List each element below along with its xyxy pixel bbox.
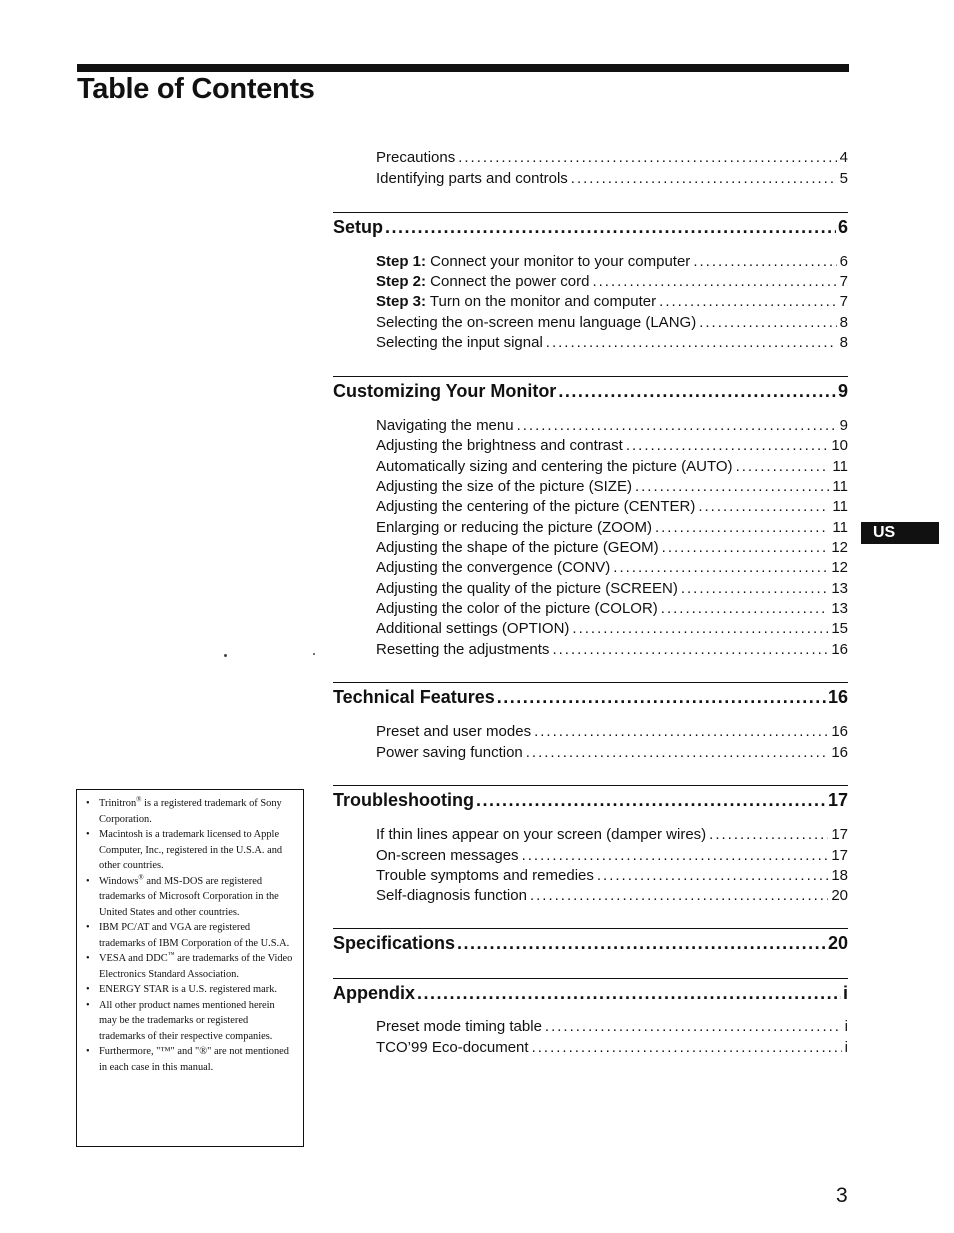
toc-entry-text: On-screen messages — [376, 847, 519, 864]
toc-entry — [376, 538, 848, 558]
dot-leader — [552, 640, 828, 660]
dot-leader — [522, 846, 829, 866]
dot-leader — [613, 558, 828, 578]
dot-leader — [517, 416, 837, 436]
toc-entry-page: 17 — [831, 826, 848, 843]
toc-entry-text: Trouble symptoms and remedies — [376, 867, 594, 884]
dot-leader — [736, 457, 830, 477]
step-label: Step 1: — [376, 253, 427, 270]
toc-entry-page: 6 — [839, 253, 848, 270]
toc-entry-text: Adjusting the color of the picture (COLOR) — [376, 600, 658, 617]
toc-entry-text: Selecting the on-screen menu language (LANG) — [376, 314, 697, 331]
toc-entry-text: Turn on the monitor and computer — [426, 293, 657, 310]
step-label: Step 3: — [376, 293, 427, 310]
toc-entry-text: Precautions — [376, 149, 456, 166]
toc-entry-label — [376, 169, 568, 189]
toc-entry-page: 7 — [839, 293, 848, 310]
section-title: Troubleshooting — [333, 790, 474, 810]
toc-entry-label — [376, 599, 658, 619]
toc-entry-page: 11 — [832, 519, 848, 536]
section-heading — [333, 212, 848, 237]
toc-entry — [376, 313, 848, 333]
toc-entry — [376, 825, 848, 845]
dot-leader — [635, 477, 829, 497]
toc-entry-text: Self-diagnosis function — [376, 887, 527, 904]
toc-entry-page: 16 — [831, 744, 848, 761]
trademark-list — [84, 796, 295, 1075]
section-heading-row — [333, 215, 848, 239]
toc-entry-page: 12 — [831, 539, 848, 556]
toc-entry — [376, 722, 848, 742]
page-number: 3 — [836, 1184, 848, 1207]
section-heading — [333, 928, 848, 953]
trademark-notice-box — [76, 789, 304, 1147]
toc-entry-page: 11 — [832, 498, 848, 515]
trademark-item — [84, 982, 295, 998]
trademark-text-cont: are trademarks of the Video Electronics Standard Association. — [99, 953, 293, 980]
dot-leader — [526, 743, 829, 763]
toc-entry-page: 4 — [839, 149, 848, 166]
toc-entry-text: Adjusting the quality of the picture (SCREEN) — [376, 580, 678, 597]
print-speck — [313, 653, 315, 655]
toc-entry — [376, 169, 848, 189]
toc-entry-label — [376, 866, 594, 886]
section-page: 17 — [827, 790, 848, 810]
trademark-text: ENERGY STAR is a U.S. registered mark. — [99, 984, 277, 995]
dot-leader — [497, 685, 826, 709]
toc-entry-text: Selecting the input signal — [376, 334, 543, 351]
toc-entry-page: 8 — [839, 314, 848, 331]
dot-leader — [659, 292, 837, 312]
dot-leader — [698, 497, 829, 517]
toc-entry-page: 9 — [839, 417, 848, 434]
toc-entry — [376, 1038, 848, 1058]
toc-entry — [376, 333, 848, 353]
toc-entry-page: 13 — [831, 580, 848, 597]
toc-entry — [376, 886, 848, 906]
toc-entry — [376, 619, 848, 639]
toc-entry-page: 16 — [831, 723, 848, 740]
dot-leader — [626, 436, 828, 456]
dot-leader — [530, 886, 828, 906]
trademark-text: VESA and DDC — [99, 953, 168, 964]
toc-entry-text: Automatically sizing and centering the picture (AUTO) — [376, 458, 733, 475]
toc-entry-page: 12 — [831, 559, 848, 576]
trademark-text: IBM PC/AT and VGA are registered trademarks of IBM Corporation of the U.S.A. — [99, 922, 290, 949]
toc-entry — [376, 497, 848, 517]
section-heading-row — [333, 931, 848, 955]
section-heading-row — [333, 788, 848, 812]
toc-entry-label — [376, 743, 523, 763]
section-heading — [333, 785, 848, 810]
toc-entry-label — [376, 416, 514, 436]
dot-leader — [693, 252, 836, 272]
toc-entry — [376, 292, 848, 312]
trademark-text-cont: is a registered trademark of Sony Corporation. — [99, 798, 282, 825]
page-title: Table of Contents — [77, 73, 315, 105]
toc-entry-label — [376, 148, 455, 168]
toc-entry-text: Adjusting the centering of the picture (CENTER) — [376, 498, 696, 515]
toc-entry-label — [376, 722, 531, 742]
toc-entry-label — [376, 292, 656, 312]
step-label: Step 2: — [376, 273, 427, 290]
dot-leader — [699, 313, 836, 333]
toc-entry-text: Adjusting the brightness and contrast — [376, 437, 623, 454]
section-page: 9 — [837, 381, 848, 401]
dot-leader — [546, 333, 837, 353]
toc-entry-page: 5 — [839, 170, 848, 187]
toc-entry-text: TCO’99 Eco-document — [376, 1039, 529, 1056]
dot-leader — [662, 538, 829, 558]
dot-leader — [545, 1017, 842, 1037]
section-title: Specifications — [333, 933, 456, 953]
trademark-text: All other product names mentioned herein may be the trademarks or registered trademarks of their respective companies. — [99, 999, 275, 1042]
toc-entry-page: 11 — [832, 458, 848, 475]
toc-entry-text: Connect your monitor to your computer — [426, 253, 691, 270]
toc-entry — [376, 846, 848, 866]
toc-entry-label — [376, 538, 659, 558]
toc-entry-label — [376, 640, 549, 660]
dot-leader — [534, 722, 828, 742]
toc-entry-text: Adjusting the shape of the picture (GEOM) — [376, 539, 659, 556]
language-tab: US — [861, 522, 939, 544]
toc-entry-label — [376, 436, 623, 456]
trademark-item — [84, 827, 295, 874]
trademark-item — [84, 874, 295, 921]
section-heading-row — [333, 685, 848, 709]
dot-leader — [592, 272, 836, 292]
toc-entry — [376, 558, 848, 578]
section-title: Technical Features — [333, 687, 495, 707]
toc-entry-label — [376, 558, 610, 578]
trademark-text: Windows — [99, 875, 139, 887]
toc-entry-label — [376, 497, 695, 517]
toc-entry-page: 8 — [839, 334, 848, 351]
trademark-text: Macintosh is a trademark licensed to Apple Computer, Inc., registered in the U.S.A. and other countries. — [99, 829, 283, 871]
toc-entry-label — [376, 1017, 542, 1037]
toc-entry-page: 15 — [831, 620, 848, 637]
toc-entry-label — [376, 272, 589, 292]
trademark-symbol: ™ — [167, 950, 175, 959]
toc-entry-text: Adjusting the convergence (CONV) — [376, 559, 611, 576]
section-heading — [333, 978, 848, 1003]
section-heading-row — [333, 981, 848, 1005]
toc-entry — [376, 743, 848, 763]
dot-leader — [571, 169, 837, 189]
toc-entry-text: Additional settings (OPTION) — [376, 620, 570, 637]
trademark-symbol: ® — [138, 873, 144, 882]
toc-entry-page: 10 — [831, 437, 848, 454]
toc-entry-label — [376, 846, 519, 866]
trademark-symbol: ® — [136, 795, 142, 804]
toc-entry-page: 20 — [831, 887, 848, 904]
trademark-item — [84, 796, 295, 827]
toc-entry — [376, 518, 848, 538]
toc-entry-page: 16 — [831, 641, 848, 658]
trademark-item — [84, 951, 295, 982]
section-title: Appendix — [333, 983, 416, 1003]
toc-entry — [376, 640, 848, 660]
dot-leader — [385, 215, 836, 239]
toc-entry-text: Enlarging or reducing the picture (ZOOM) — [376, 519, 652, 536]
trademark-text: Furthermore, "™" and "®" are not mentioned in each case in this manual. — [99, 1046, 289, 1073]
toc-entry — [376, 457, 848, 477]
section-page: 20 — [827, 933, 848, 953]
toc-entry-label — [376, 825, 706, 845]
dot-leader — [681, 579, 829, 599]
toc-entry — [376, 866, 848, 886]
toc-entry-page: 17 — [831, 847, 848, 864]
trademark-item — [84, 998, 295, 1045]
toc-entry-label — [376, 252, 690, 272]
section-page: 6 — [837, 217, 848, 237]
dot-leader — [661, 599, 829, 619]
toc-entry — [376, 436, 848, 456]
toc-entry — [376, 599, 848, 619]
section-heading — [333, 376, 848, 401]
section-heading — [333, 682, 848, 707]
toc-entry-page: 7 — [839, 273, 848, 290]
dot-leader — [458, 148, 836, 168]
dot-leader — [572, 619, 828, 639]
toc-entry-page: i — [844, 1039, 848, 1056]
toc-entry — [376, 477, 848, 497]
toc-entry-text: Resetting the adjustments — [376, 641, 550, 658]
section-page: i — [842, 983, 848, 1003]
toc-entry — [376, 1017, 848, 1037]
trademark-item — [84, 920, 295, 951]
toc-entry-label — [376, 886, 527, 906]
dot-leader — [476, 788, 826, 812]
toc-entry-text: Power saving function — [376, 744, 523, 761]
toc-entry-label — [376, 457, 733, 477]
dot-leader — [457, 931, 826, 955]
section-title: Setup — [333, 217, 384, 237]
toc-entry-text: Connect the power cord — [426, 273, 590, 290]
toc-entry-label — [376, 619, 569, 639]
toc-entry-text: Identifying parts and controls — [376, 170, 568, 187]
trademark-item — [84, 1044, 295, 1075]
dot-leader — [417, 981, 841, 1005]
toc-entry-text: Preset mode timing table — [376, 1018, 542, 1035]
toc-entry-label — [376, 313, 696, 333]
toc-entry-page: i — [844, 1018, 848, 1035]
toc-entry-label — [376, 579, 678, 599]
toc-entry-page: 11 — [832, 478, 848, 495]
toc-entry — [376, 272, 848, 292]
toc-entry-page: 13 — [831, 600, 848, 617]
trademark-text: Trinitron — [99, 798, 137, 809]
section-title: Customizing Your Monitor — [333, 381, 557, 401]
toc-entry-text: Preset and user modes — [376, 723, 532, 740]
trademark-text-cont: and MS-DOS are registered trademarks of Microsoft Corporation in the United States and other countries. — [99, 875, 279, 918]
toc-entry — [376, 416, 848, 436]
print-speck — [224, 654, 227, 657]
toc-entry-text: If thin lines appear on your screen (damper wires) — [376, 826, 707, 843]
dot-leader — [655, 518, 829, 538]
toc-entry — [376, 579, 848, 599]
dot-leader — [597, 866, 828, 886]
toc-entry-text: Adjusting the size of the picture (SIZE) — [376, 478, 632, 495]
toc-entry-page: 18 — [831, 867, 848, 884]
toc-entry — [376, 252, 848, 272]
dot-leader — [558, 379, 836, 403]
dot-leader — [532, 1038, 842, 1058]
section-heading-row — [333, 379, 848, 403]
toc-entry-label — [376, 477, 632, 497]
section-page: 16 — [827, 687, 848, 707]
toc-entry-label — [376, 333, 543, 353]
toc-entry — [376, 148, 848, 168]
dot-leader — [709, 825, 828, 845]
toc-entry-text: Navigating the menu — [376, 417, 514, 434]
toc-entry-label — [376, 518, 652, 538]
toc-entry-label — [376, 1038, 529, 1058]
